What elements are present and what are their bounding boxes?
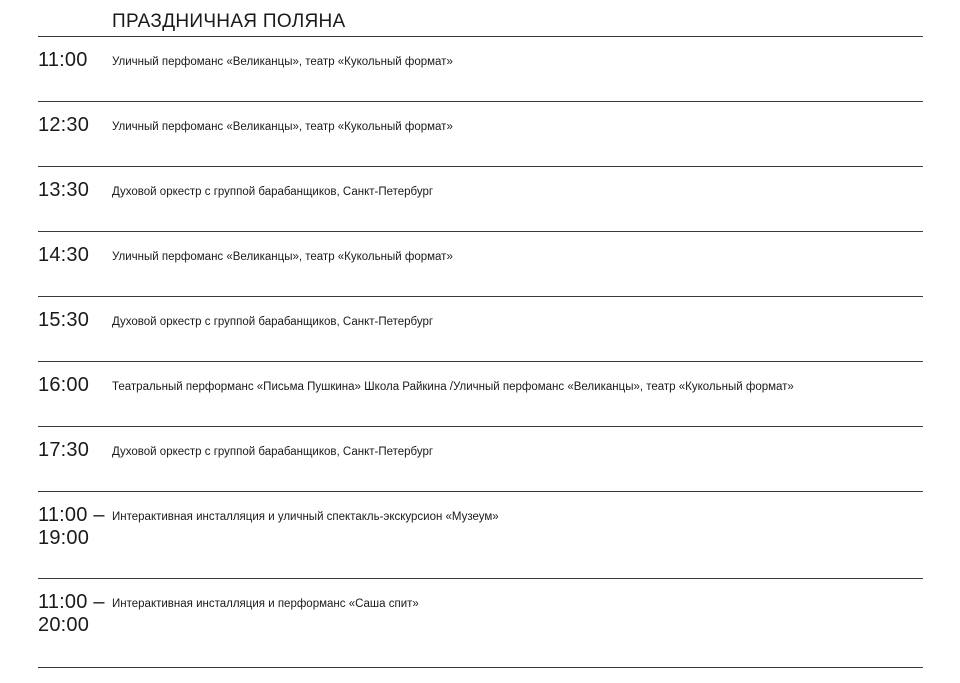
schedule-section (38, 0, 923, 668)
event-time: 15:30 (38, 309, 90, 331)
event-description: Уличный перфоманс «Великанцы», театр «Кукольный формат» (112, 251, 453, 263)
schedule-row (38, 232, 923, 297)
event-time: 13:30 (38, 179, 90, 201)
event-description: Духовой оркестр с группой барабанщиков, Санкт-Петербург (112, 316, 434, 328)
event-description: Театральный перформанс «Письма Пушкина» Школа Райкина /Уличный перфоманс «Великанцы», театр «Кукольный формат» (112, 381, 794, 393)
event-time: 14:30 (38, 244, 90, 266)
event-time: 11:00 – 19:00 (38, 504, 105, 549)
schedule-row (38, 362, 923, 427)
section-title: ПРАЗДНИЧНАЯ ПОЛЯНА (38, 0, 923, 37)
event-time: 16:00 (38, 374, 90, 396)
event-time: 17:30 (38, 439, 90, 461)
event-time: 11:00 (38, 49, 88, 71)
schedule-row (38, 297, 923, 362)
event-description: Интерактивная инсталляция и уличный спектакль-экскурсион «Музеум» (112, 511, 499, 523)
schedule-row (38, 37, 923, 102)
event-description: Духовой оркестр с группой барабанщиков, Санкт-Петербург (112, 446, 434, 458)
schedule-row (38, 427, 923, 492)
schedule-row (38, 102, 923, 167)
event-description: Интерактивная инсталляция и перформанс «Саша спит» (112, 598, 419, 610)
schedule-row (38, 167, 923, 232)
schedule-row (38, 492, 923, 579)
schedule-row (38, 579, 923, 668)
event-description: Уличный перфоманс «Великанцы», театр «Кукольный формат» (112, 56, 453, 68)
event-description: Духовой оркестр с группой барабанщиков, Санкт-Петербург (112, 186, 434, 198)
event-time: 11:00 – 20:00 (38, 591, 105, 636)
event-time: 12:30 (38, 114, 90, 136)
event-description: Уличный перфоманс «Великанцы», театр «Кукольный формат» (112, 121, 453, 133)
